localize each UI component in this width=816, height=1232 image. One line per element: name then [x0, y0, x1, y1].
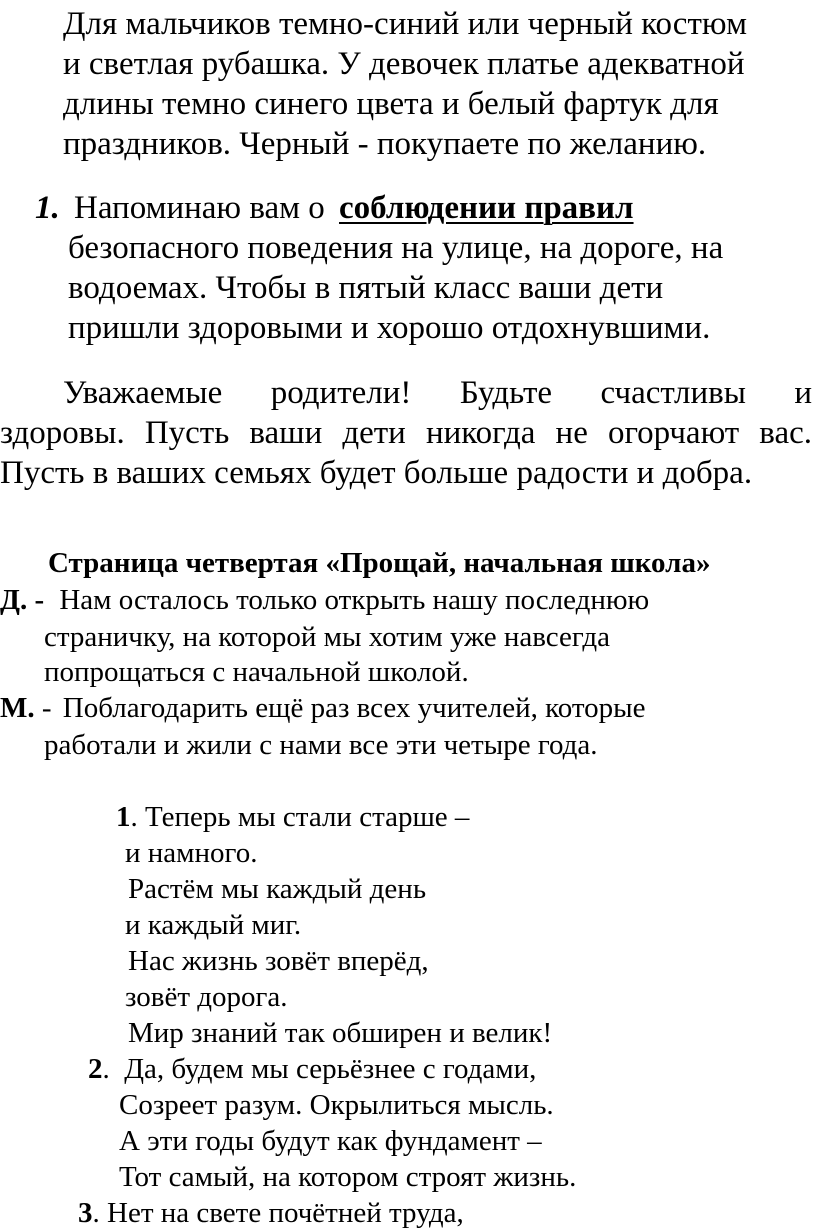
dialogue-line: [0, 694, 646, 723]
text-line: безопасного поведения на улице, на дороге, на: [68, 230, 724, 266]
text-fragment: . Да, будем мы серьёзнее с годами,: [102, 1053, 537, 1085]
text-fragment: Напоминаю вам о: [74, 190, 325, 226]
text-line: работали и жили с нами все эти четыре года.: [44, 729, 598, 761]
text-line: и каждый миг.: [125, 909, 302, 941]
text-fragment: Нам осталось только открыть нашу последнюю: [59, 584, 650, 616]
text-line: страничку, на которой мы хотим уже навсегда: [44, 621, 610, 653]
text-line: Для мальчиков темно-синий или черный костюм: [63, 6, 747, 42]
text-line: А эти годы будут как фундамент –: [119, 1125, 542, 1157]
text-line: водоемах. Чтобы в пятый класс ваши дети: [68, 270, 664, 306]
text-line: попрощаться с начальной школой.: [44, 656, 469, 688]
text-line: и светлая рубашка. У девочек платье адекватной: [63, 46, 745, 82]
text-line: Уважаемые родители! Будьте счастливы и: [63, 375, 812, 411]
stanza-first-line: [88, 1055, 536, 1084]
text-line: Мир знаний так обширен и велик!: [128, 1017, 553, 1049]
text-line: и намного.: [125, 837, 258, 869]
text-line: праздников. Черный - покупаете по желанию.: [63, 126, 707, 162]
text-line: Растём мы каждый день: [128, 873, 427, 905]
stanza-first-line: [78, 1199, 464, 1228]
dialogue-line: [0, 586, 649, 615]
text-line: Пусть в ваших семьях будет больше радости и добра.: [0, 455, 753, 491]
underlined-phrase: соблюдении правил: [339, 190, 634, 226]
text-line: Нас жизнь зовёт вперёд,: [128, 945, 429, 977]
text-line: здоровы. Пусть ваши дети никогда не огорчают вас.: [0, 415, 812, 451]
speaker-label: М.: [0, 692, 35, 724]
page-heading: Страница четвертая «Прощай, начальная школа»: [48, 547, 711, 579]
text-fragment: Поблагодарить ещё раз всех учителей, которые: [62, 692, 646, 724]
text-line: пришли здоровыми и хорошо отдохнувшими.: [68, 310, 711, 346]
text-fragment: . Теперь мы стали старше –: [130, 801, 470, 833]
text-line: Тот самый, на котором строят жизнь.: [119, 1161, 577, 1193]
stanza-number: 2: [88, 1053, 103, 1085]
text-fragment: . Нет на свете почётней труда,: [92, 1197, 464, 1229]
stanza-number: 3: [78, 1197, 93, 1229]
stanza-number: 1: [116, 801, 131, 833]
text-line: зовёт дорога.: [125, 981, 288, 1013]
list-number: 1.: [35, 190, 60, 226]
speaker-label: Д. -: [0, 584, 45, 616]
dash: -: [34, 692, 59, 724]
text-line: длины темно синего цвета и белый фартук для: [63, 86, 719, 122]
stanza-first-line: [116, 803, 469, 832]
list-item: [35, 192, 634, 225]
text-line: Созреет разум. Окрылиться мысль.: [119, 1089, 554, 1121]
